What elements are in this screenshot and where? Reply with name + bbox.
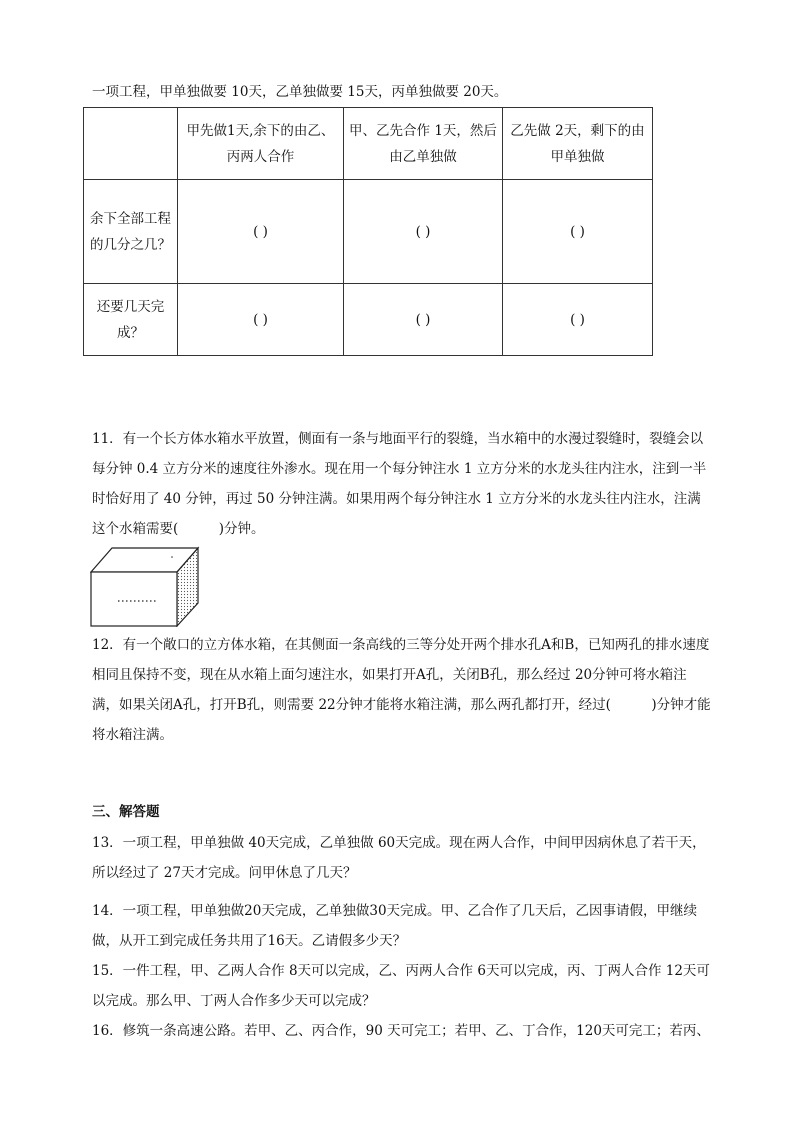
section-title: 三、解答题 bbox=[92, 804, 160, 820]
header-cell-plan-a: 甲先做1天,余下的由乙、丙两人合作 bbox=[178, 108, 344, 180]
question-11: 11．有一个长方体水箱水平放置，侧面有一条与地面平行的裂缝，当水箱中的水漫过裂缝时，裂缝会以每分钟 0.4 立方分米的速度往外渗水。现在用一个每分钟注水 1 立方分米的水龙头往内注水，注到一半时恰好用了 40 分钟，再过 50 分钟注满。如果用两个每分钟注水 1 立方分米的水龙头往内注水，注满这个水箱需要( )分钟。 bbox=[92, 431, 707, 537]
question-14: 14．一项工程，甲单独做20天完成，乙单独做30天完成。甲、乙合作了几天后，乙因事请假，甲继续做，从开工到完成任务共用了16天。乙请假多少天？ bbox=[92, 903, 698, 949]
header-cell-empty bbox=[84, 108, 178, 180]
answer-blank[interactable]: ( ) bbox=[344, 180, 503, 284]
water-tank-figure bbox=[90, 545, 200, 627]
question-16: 16．修筑一条高速公路。若甲、乙、丙合作，90 天可完工；若甲、乙、丁合作，120天可完工；若丙、 bbox=[92, 1023, 710, 1039]
tank-front-face bbox=[91, 572, 177, 626]
table-header-row bbox=[84, 108, 653, 180]
dot-mark bbox=[171, 556, 173, 558]
row-label: 余下全部工程的几分之几？ bbox=[84, 180, 178, 284]
intro-text: 一项工程，甲单独做要 10天，乙单独做要 15天，丙单独做要 20天。 bbox=[92, 84, 508, 100]
answer-blank[interactable]: ( ) bbox=[503, 284, 653, 356]
header-cell-plan-c: 乙先做 2天，剩下的由甲单独做 bbox=[503, 108, 653, 180]
table-row bbox=[84, 284, 653, 356]
question-15: 15．一件工程，甲、乙两人合作 8天可以完成，乙、丙两人合作 6天可以完成，丙、丁两人合作 12天可以完成。那么甲、丁两人合作多少天可以完成？ bbox=[92, 963, 710, 1009]
header-cell-plan-b: 甲、乙先合作 1天，然后由乙单独做 bbox=[344, 108, 503, 180]
question-13: 13．一项工程，甲单独做 40天完成，乙单独做 60天完成。现在两人合作，中间甲因病休息了若干天，所以经过了 27天才完成。问甲休息了几天？ bbox=[92, 835, 706, 881]
table-row bbox=[84, 180, 653, 284]
answer-blank[interactable]: ( ) bbox=[178, 284, 344, 356]
work-table bbox=[83, 107, 653, 356]
answer-blank[interactable]: ( ) bbox=[344, 284, 503, 356]
row-label: 还要几天完成？ bbox=[84, 284, 178, 356]
answer-blank[interactable]: ( ) bbox=[178, 180, 344, 284]
question-12: 12．有一个敞口的立方体水箱，在其侧面一条高线的三等分处开两个排水孔A和B，已知两孔的排水速度相同且保持不变，现在从水箱上面匀速注水，如果打开A孔，关闭B孔，那么经过 20分钟可将水箱注满，如果关闭A孔，打开B孔，则需要 22分钟才能将水箱注满，那么两孔都打开，经过( )分钟才能将水箱注满。 bbox=[92, 637, 711, 743]
answer-blank[interactable]: ( ) bbox=[503, 180, 653, 284]
